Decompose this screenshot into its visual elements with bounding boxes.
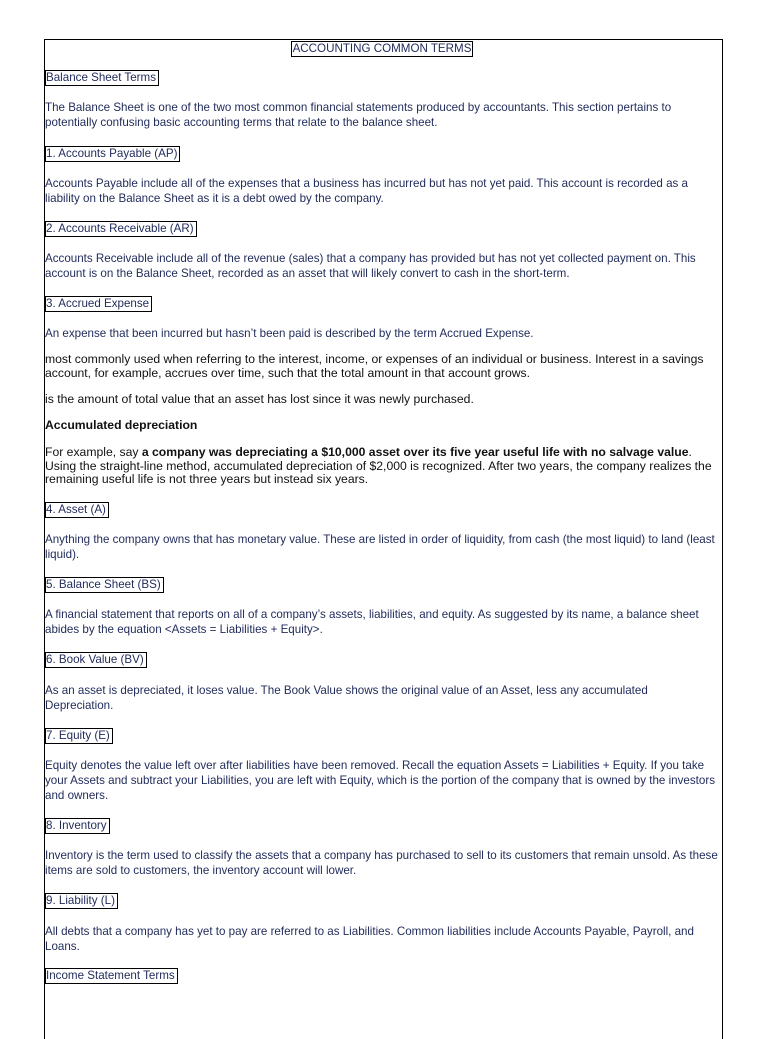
document-title: ACCOUNTING COMMON TERMS — [292, 42, 472, 55]
term-body: An expense that been incurred but hasn’t been paid is described by the term Accrued Expense. — [45, 327, 534, 340]
term-heading — [45, 728, 719, 744]
term-heading-label: 1. Accounts Payable (AP) — [45, 146, 180, 162]
term-body: Accounts Receivable include all of the revenue (sales) that a company has provided but has not yet collected payment on. This account is on the Balance Sheet, recorded as an asset that will likely convert to cash in the short-term. — [45, 252, 696, 280]
term-heading — [45, 893, 719, 909]
term-heading — [45, 146, 719, 162]
section-heading-balance-sheet-label: Balance Sheet Terms — [45, 70, 159, 86]
section-heading-income-statement-label: Income Statement Terms — [45, 968, 178, 984]
accrue-note: most commonly used when referring to the interest, income, or expenses of an individual or business. Interest in a savings account, for example, accrues over time, such that the total amount in that account grows. — [45, 352, 704, 380]
term-body: Inventory is the term used to classify the assets that a company has purchased to sell to its customers that remain unsold. As these items are sold to customers, the inventory account will lower. — [45, 849, 718, 877]
example-suffix: . Using the straight-line method, accumulated depreciation of $2,000 is recognized. After two years, the company realizes the remaining useful life is not three years but instead six years. — [45, 445, 712, 486]
example-prefix: For example, say — [45, 445, 142, 459]
term-heading-label: 9. Liability (L) — [45, 893, 118, 909]
term-heading — [45, 818, 719, 834]
example-paragraph — [45, 446, 719, 487]
term-heading-label: 3. Accrued Expense — [45, 296, 152, 312]
term-body: Accounts Payable include all of the expenses that a business has incurred but has not yet paid. This account is recorded as a liability on the Balance Sheet as it is a debt owed by the company. — [45, 177, 688, 205]
term-heading-label: 7. Equity (E) — [45, 728, 113, 744]
term-heading-label: 2. Accounts Receivable (AR) — [45, 221, 197, 237]
term-body: Anything the company owns that has monetary value. These are listed in order of liquidity, from cash (the most liquid) to land (least liquid). — [45, 533, 715, 561]
accumulated-depreciation-heading: Accumulated depreciation — [45, 418, 198, 432]
term-body: As an asset is depreciated, it loses value. The Book Value shows the original value of an Asset, less any accumulated Depreciation. — [45, 684, 648, 712]
term-body: All debts that a company has yet to pay are referred to as Liabilities. Common liabilities include Accounts Payable, Payroll, and Loans. — [45, 925, 694, 953]
term-body: A financial statement that reports on all of a company’s assets, liabilities, and equity. As suggested by its name, a balance sheet abides by the equation <Assets = Liabilities + Equity>. — [45, 608, 699, 636]
term-heading-label: 4. Asset (A) — [45, 502, 109, 518]
term-heading — [45, 296, 719, 312]
depreciation-note: is the amount of total value that an asset has lost since it was newly purchased. — [45, 392, 474, 406]
term-heading — [45, 502, 719, 518]
term-heading — [45, 652, 719, 668]
section-heading-balance-sheet — [45, 70, 719, 86]
term-heading-label: 6. Book Value (BV) — [45, 652, 147, 668]
example-bold: a company was depreciating a $10,000 asset over its five year useful life with no salvage value — [141, 445, 689, 459]
term-heading — [45, 221, 719, 237]
term-body: Equity denotes the value left over after liabilities have been removed. Recall the equation Assets = Liabilities + Equity. If you take your Assets and subtract your Liabilities, you are left with Equity, which is the portion of the company that is owned by the investors and owners. — [45, 759, 715, 802]
term-heading-label: 8. Inventory — [45, 818, 110, 834]
intro-paragraph: The Balance Sheet is one of the two most common financial statements produced by accountants. This section pertains to potentially confusing basic accounting terms that relate to the balance sheet. — [45, 101, 672, 129]
section-heading-income-statement — [45, 968, 719, 984]
title-row — [45, 41, 719, 56]
term-heading — [45, 577, 719, 593]
term-heading-label: 5. Balance Sheet (BS) — [45, 577, 164, 593]
